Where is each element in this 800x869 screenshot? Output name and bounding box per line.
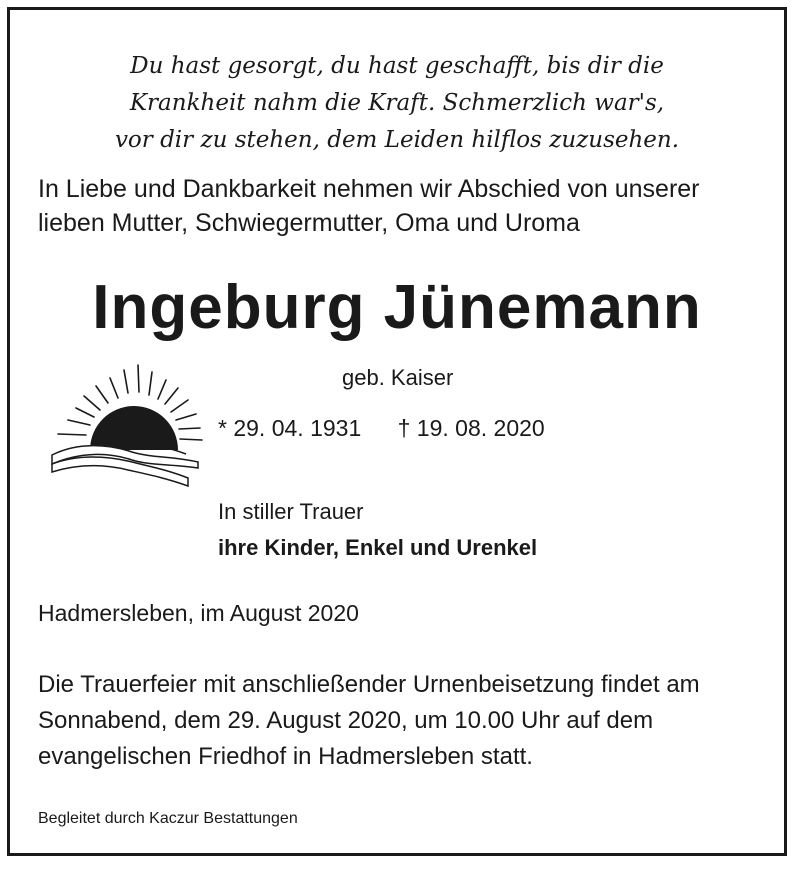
mourning-phrase: In stiller Trauer: [218, 499, 364, 524]
poem: [10, 48, 784, 159]
intro-text: [38, 172, 778, 240]
intro-line: In Liebe und Dankbarkeit nehmen wir Abschied von unserer: [38, 175, 700, 203]
mourners-block: [218, 494, 537, 566]
rising-sun-over-hills-icon: [48, 360, 204, 492]
ceremony-line: Die Trauerfeier mit anschließender Urnenbeisetzung findet am: [38, 671, 700, 698]
death-date: † 19. 08. 2020: [397, 415, 545, 441]
undertaker-credit: Begleitet durch Kaczur Bestattungen: [38, 810, 298, 827]
ceremony-line: Sonnabend, dem 29. August 2020, um 10.00 Uhr auf dem: [38, 707, 654, 734]
poem-line: Krankheit nahm die Kraft. Schmerzlich war's,: [129, 90, 665, 116]
intro-line: lieben Mutter, Schwiegermutter, Oma und Uroma: [38, 209, 580, 237]
ceremony-line: evangelischen Friedhof in Hadmersleben statt.: [38, 743, 533, 770]
place-and-date: Hadmersleben, im August 2020: [38, 600, 359, 626]
birth-date: * 29. 04. 1931: [218, 415, 362, 441]
poem-line: vor dir zu stehen, dem Leiden hilflos zuzusehen.: [114, 127, 680, 153]
deceased-name: Ingeburg Jünemann: [92, 273, 702, 342]
poem-line: Du hast gesorgt, du hast geschafft, bis dir die: [130, 53, 664, 79]
ceremony-info: [38, 667, 783, 775]
birth-name: geb. Kaiser: [342, 365, 454, 390]
obituary-frame: [7, 7, 787, 856]
life-dates: [218, 415, 545, 442]
mourners-names: ihre Kinder, Enkel und Urenkel: [218, 535, 538, 560]
